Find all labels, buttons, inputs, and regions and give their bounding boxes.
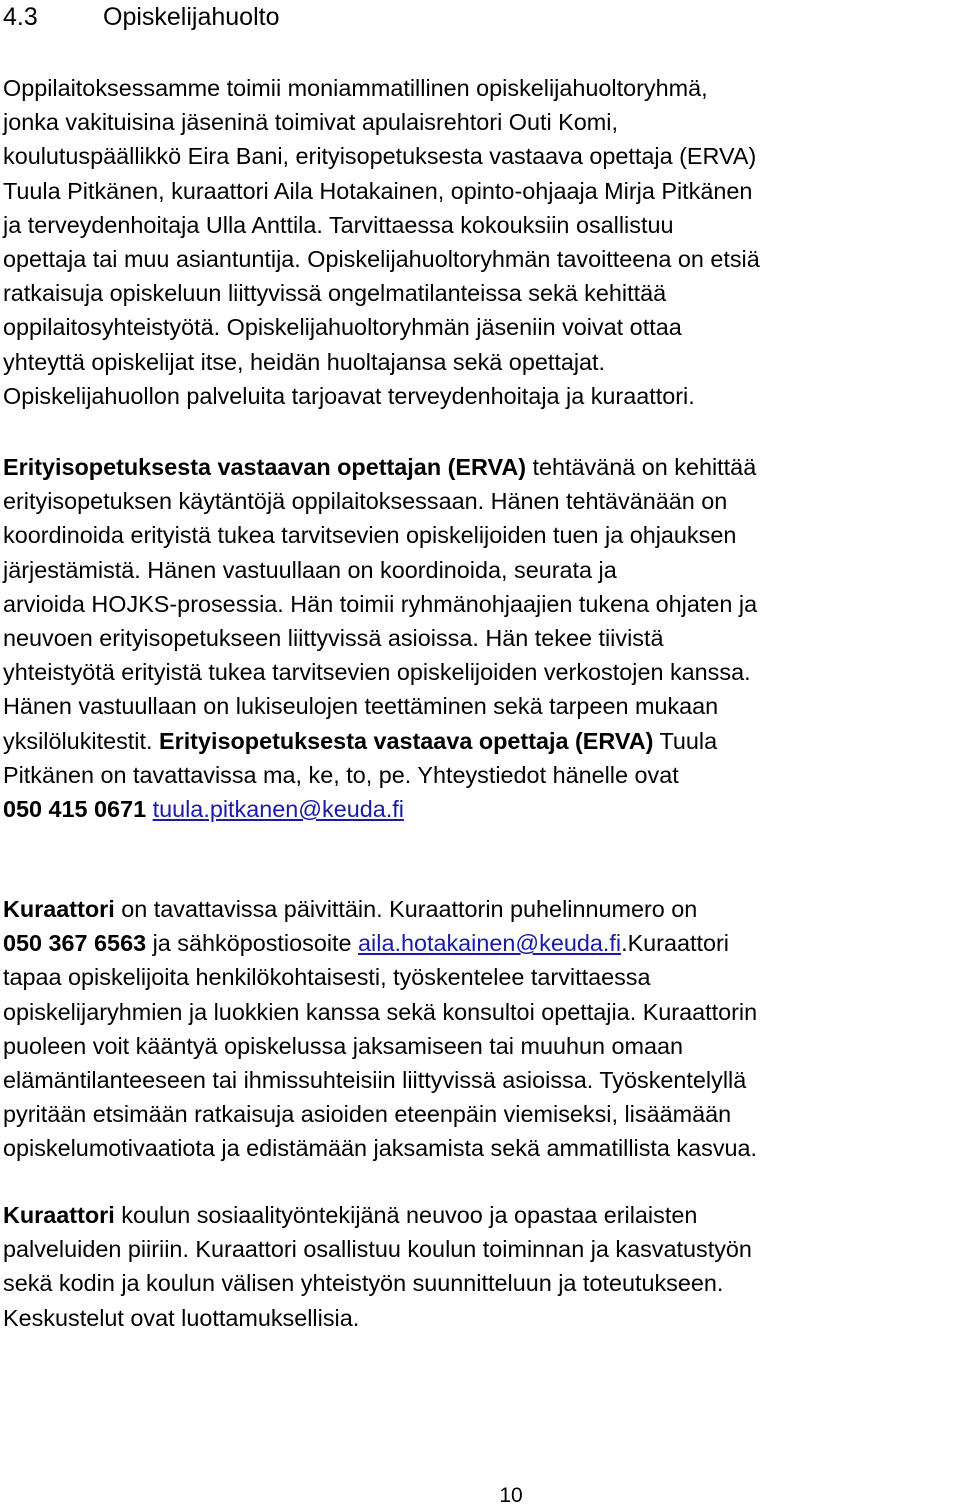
email-link[interactable]: aila.hotakainen@keuda.fi (358, 930, 622, 957)
text-line: koulutuspäällikkö Eira Bani, erityisopetuksesta vastaava opettaja (ERVA) (3, 143, 757, 170)
paragraph-counselor-contact (3, 892, 958, 1166)
text-fragment: .Kuraattori (621, 930, 729, 957)
text-line: järjestämistä. Hänen vastuullaan on koordinoida, seurata ja (3, 556, 617, 583)
phone-number: 050 415 0671 (3, 796, 147, 823)
text-line: koordinoida erityistä tukea tarvitsevien opiskelijoiden tuen ja ohjauksen (3, 522, 737, 549)
text-line: Oppilaitoksessamme toimii moniammatillinen opiskelijahuoltoryhmä, (3, 75, 708, 101)
text-fragment: ja sähköpostiosoite (146, 930, 359, 957)
bold-role-term: Erityisopetuksesta vastaavan opettajan (ERVA) (3, 454, 527, 480)
text-line: yhteyttä opiskelijat itse, heidän huoltajansa sekä opettajat. (3, 348, 606, 375)
section-heading (3, 2, 280, 32)
text-fragment: tehtävänä on kehittää (526, 454, 757, 480)
text-fragment: koulun sosiaalityöntekijänä neuvoo ja opastaa erilaisten (114, 1202, 698, 1228)
bold-role-term: Kuraattori (3, 1202, 115, 1228)
text-line: erityisopetuksen käytäntöjä oppilaitoksessaan. Hänen tehtävänään on (3, 488, 728, 515)
email-link[interactable]: tuula.pitkanen@keuda.fi (152, 796, 404, 823)
text-line (3, 792, 958, 826)
text-fragment: on tavattavissa päivittäin. Kuraattorin puhelinnumero on (114, 896, 698, 922)
text-line: pyritään etsimään ratkaisuja asioiden eteenpäin viemiseksi, lisäämään (3, 1101, 732, 1128)
text-line: Pitkänen on tavattavissa ma, ke, to, pe. Yhteystiedot hänelle ovat (3, 761, 679, 788)
bold-role-term: Kuraattori (3, 896, 115, 922)
paragraph-student-welfare-group (3, 71, 958, 413)
text-line: opiskelumotivaatiota ja edistämään jaksamista sekä ammatillista kasvua. (3, 1135, 758, 1162)
text-line: yhteistyötä erityistä tukea tarvitsevien opiskelijoiden verkostojen kanssa. (3, 659, 751, 686)
text-line: Keskustelut ovat luottamuksellisia. (3, 1304, 360, 1331)
text-line: Opiskelijahuollon palveluita tarjoavat terveydenhoitaja ja kuraattori. (3, 382, 695, 409)
text-line (3, 1198, 958, 1232)
page-number: 10 (499, 1484, 523, 1507)
section-number: 4.3 (3, 3, 38, 31)
text-line: palveluiden piiriin. Kuraattori osallistuu koulun toiminnan ja kasvatustyön (3, 1236, 752, 1263)
text-line: opiskelijaryhmien ja luokkien kanssa sekä konsultoi opettajia. Kuraattorin (3, 998, 758, 1025)
text-line: neuvoen erityisopetukseen liittyvissä asioissa. Hän tekee tiivistä (3, 625, 664, 652)
text-line (3, 450, 958, 484)
text-line: opettaja tai muu asiantuntija. Opiskelijahuoltoryhmän tavoitteena on etsiä (3, 246, 760, 273)
text-line: arvioida HOJKS-prosessia. Hän toimii ryhmänohjaajien tukena ohjaten ja (3, 590, 758, 617)
text-fragment: Tuula (653, 727, 718, 754)
text-line (3, 724, 958, 758)
section-title: Opiskelijahuolto (103, 3, 280, 31)
paragraph-counselor-role (3, 1198, 958, 1335)
text-line: ratkaisuja opiskeluun liittyvissä ongelmatilanteissa sekä kehittää (3, 280, 667, 307)
text-line (3, 892, 958, 926)
text-line: oppilaitosyhteistyötä. Opiskelijahuoltoryhmän jäseniin voivat ottaa (3, 314, 682, 341)
text-line: tapaa opiskelijoita henkilökohtaisesti, työskentelee tarvittaessa (3, 964, 651, 991)
paragraph-special-education-teacher (3, 450, 958, 826)
text-line: Tuula Pitkänen, kuraattori Aila Hotakainen, opinto-ohjaaja Mirja Pitkänen (3, 177, 753, 204)
text-line: ja terveydenhoitaja Ulla Anttila. Tarvittaessa kokouksiin osallistuu (3, 211, 674, 238)
bold-role-term: Erityisopetuksesta vastaava opettaja (ERVA) (158, 727, 654, 754)
text-line: Hänen vastuullaan on lukiseulojen teettäminen sekä tarpeen mukaan (3, 693, 719, 720)
text-fragment: yksilölukitestit. (3, 727, 159, 754)
text-line: elämäntilanteeseen tai ihmissuhteisiin liittyvissä asioissa. Työskentelyllä (3, 1067, 747, 1094)
text-line: puoleen voit kääntyä opiskelussa jaksamiseen tai muuhun omaan (3, 1032, 684, 1059)
text-line: jonka vakituisina jäseninä toimivat apulaisrehtori Outi Komi, (3, 109, 618, 136)
text-line: sekä kodin ja koulun välisen yhteistyön suunnitteluun ja toteutukseen. (3, 1270, 724, 1297)
text-line (3, 926, 958, 960)
phone-number: 050 367 6563 (3, 930, 147, 957)
